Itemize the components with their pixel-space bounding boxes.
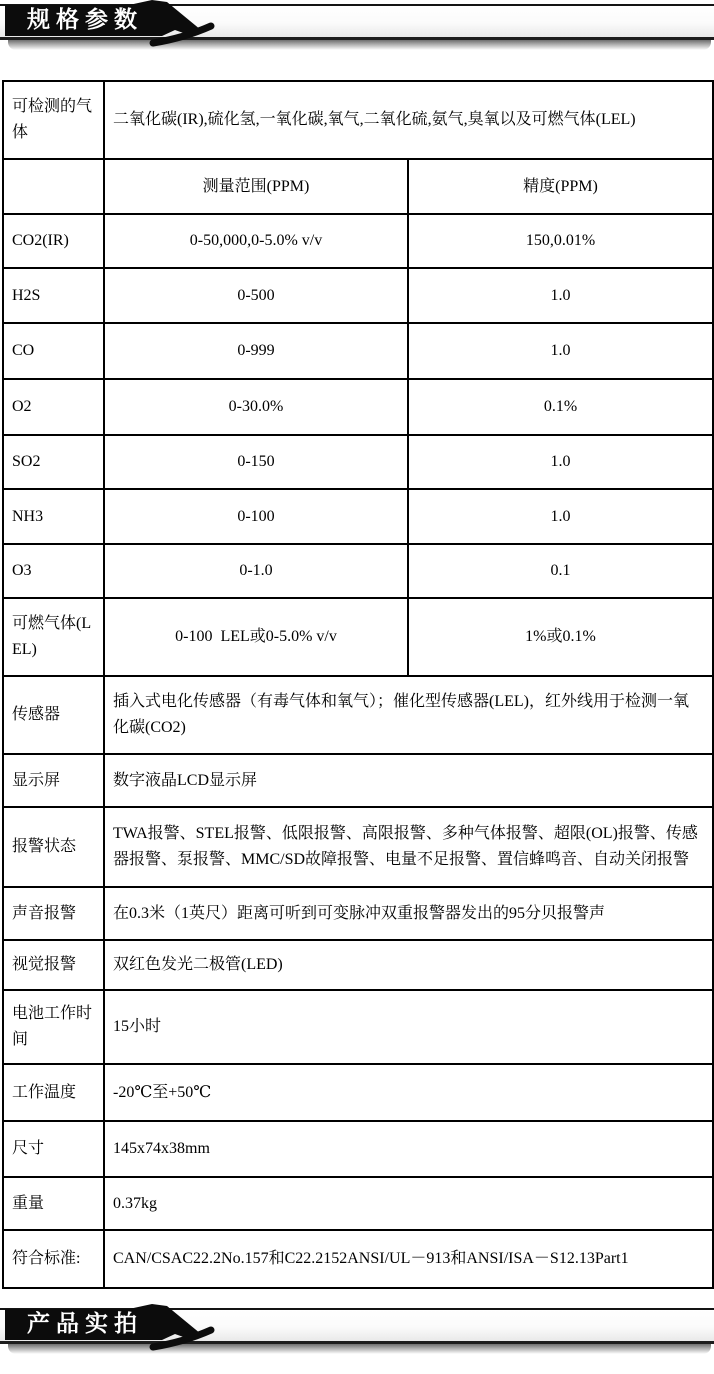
row-weight [3, 1177, 713, 1230]
spec-label-cell: 显示屏 [3, 754, 104, 807]
spec-value-cell: 在0.3米（1英尺）距离可听到可变脉冲双重报警器发出的95分贝报警声 [104, 887, 713, 940]
spec-label-cell: 重量 [3, 1177, 104, 1230]
specs-table [2, 80, 714, 1289]
gas-name-cell: O2 [3, 379, 104, 435]
row-gas-so2 [3, 435, 713, 489]
photos-banner-title: 产品实拍 [27, 1310, 143, 1336]
gas-range-cell: 0-100 [104, 489, 408, 544]
spec-value-cell: -20℃至+50℃ [104, 1064, 713, 1121]
gas-range-cell: 0-100 LEL或0-5.0% v/v [104, 598, 408, 676]
spec-value-cell: 15小时 [104, 990, 713, 1064]
row-alarm-status [3, 807, 713, 887]
row-detectable-gases [3, 81, 713, 159]
gas-range-cell: 0-500 [104, 268, 408, 323]
row-display [3, 754, 713, 807]
gas-precision-cell: 1%或0.1% [408, 598, 713, 676]
gas-name-cell: CO2(IR) [3, 214, 104, 268]
gas-precision-cell: 150,0.01% [408, 214, 713, 268]
specs-section-banner [0, 0, 714, 50]
gas-name-cell: SO2 [3, 435, 104, 489]
row-visual-alarm [3, 940, 713, 990]
gas-precision-cell: 1.0 [408, 323, 713, 379]
spec-label-cell: 传感器 [3, 676, 104, 754]
gas-name-cell: H2S [3, 268, 104, 323]
row-standards [3, 1230, 713, 1288]
spec-value-cell: 145x74x38mm [104, 1121, 713, 1177]
spec-label-cell: 可检测的气体 [3, 81, 104, 159]
spec-value-cell: TWA报警、STEL报警、低限报警、高限报警、多种气体报警、超限(OL)报警、传感器报警、泵报警、MMC/SD故障报警、电量不足报警、置信蜂鸣音、自动关闭报警 [104, 807, 713, 887]
gas-range-cell: 0-1.0 [104, 544, 408, 598]
spec-label-cell: 工作温度 [3, 1064, 104, 1121]
gas-precision-cell: 0.1% [408, 379, 713, 435]
photos-section-banner [0, 1304, 714, 1354]
gas-range-cell: 0-150 [104, 435, 408, 489]
gas-name-cell: 可燃气体(LEL) [3, 598, 104, 676]
row-gas-lel [3, 598, 713, 676]
gas-range-cell: 0-30.0% [104, 379, 408, 435]
gas-precision-cell: 1.0 [408, 489, 713, 544]
gas-name-cell: O3 [3, 544, 104, 598]
row-audible-alarm [3, 887, 713, 940]
spec-value-cell: 0.37kg [104, 1177, 713, 1230]
empty-header-cell [3, 159, 104, 214]
spec-label-cell: 视觉报警 [3, 940, 104, 990]
gas-name-cell: CO [3, 323, 104, 379]
specs-banner-title: 规格参数 [27, 6, 143, 32]
gas-precision-cell: 0.1 [408, 544, 713, 598]
gas-precision-cell: 1.0 [408, 268, 713, 323]
row-gas-co [3, 323, 713, 379]
row-gas-h2s [3, 268, 713, 323]
row-gas-co2 [3, 214, 713, 268]
row-column-headers [3, 159, 713, 214]
spec-label-cell: 尺寸 [3, 1121, 104, 1177]
spec-label-cell: 符合标准: [3, 1230, 104, 1288]
spec-value-cell: CAN/CSAC22.2No.157和C22.2152ANSI/UL－913和ANSI/ISA－S12.13Part1 [104, 1230, 713, 1288]
row-battery-life [3, 990, 713, 1064]
gas-range-cell: 0-50,000,0-5.0% v/v [104, 214, 408, 268]
gas-name-cell: NH3 [3, 489, 104, 544]
spec-value-cell: 双红色发光二极管(LED) [104, 940, 713, 990]
row-gas-o2 [3, 379, 713, 435]
row-operating-temp [3, 1064, 713, 1121]
spec-value-cell: 数字液晶LCD显示屏 [104, 754, 713, 807]
column-header-range: 测量范围(PPM) [104, 159, 408, 214]
spec-label-cell: 报警状态 [3, 807, 104, 887]
spec-label-cell: 声音报警 [3, 887, 104, 940]
spec-value-cell: 二氧化碳(IR),硫化氢,一氧化碳,氧气,二氧化硫,氨气,臭氧以及可燃气体(LEL) [104, 81, 713, 159]
gas-range-cell: 0-999 [104, 323, 408, 379]
column-header-precision: 精度(PPM) [408, 159, 713, 214]
row-gas-nh3 [3, 489, 713, 544]
row-sensor [3, 676, 713, 754]
gas-precision-cell: 1.0 [408, 435, 713, 489]
spec-value-cell: 插入式电化传感器（有毒气体和氧气）；催化型传感器(LEL)，红外线用于检测一氧化碳(CO2) [104, 676, 713, 754]
row-dimensions [3, 1121, 713, 1177]
spec-label-cell: 电池工作时间 [3, 990, 104, 1064]
row-gas-o3 [3, 544, 713, 598]
